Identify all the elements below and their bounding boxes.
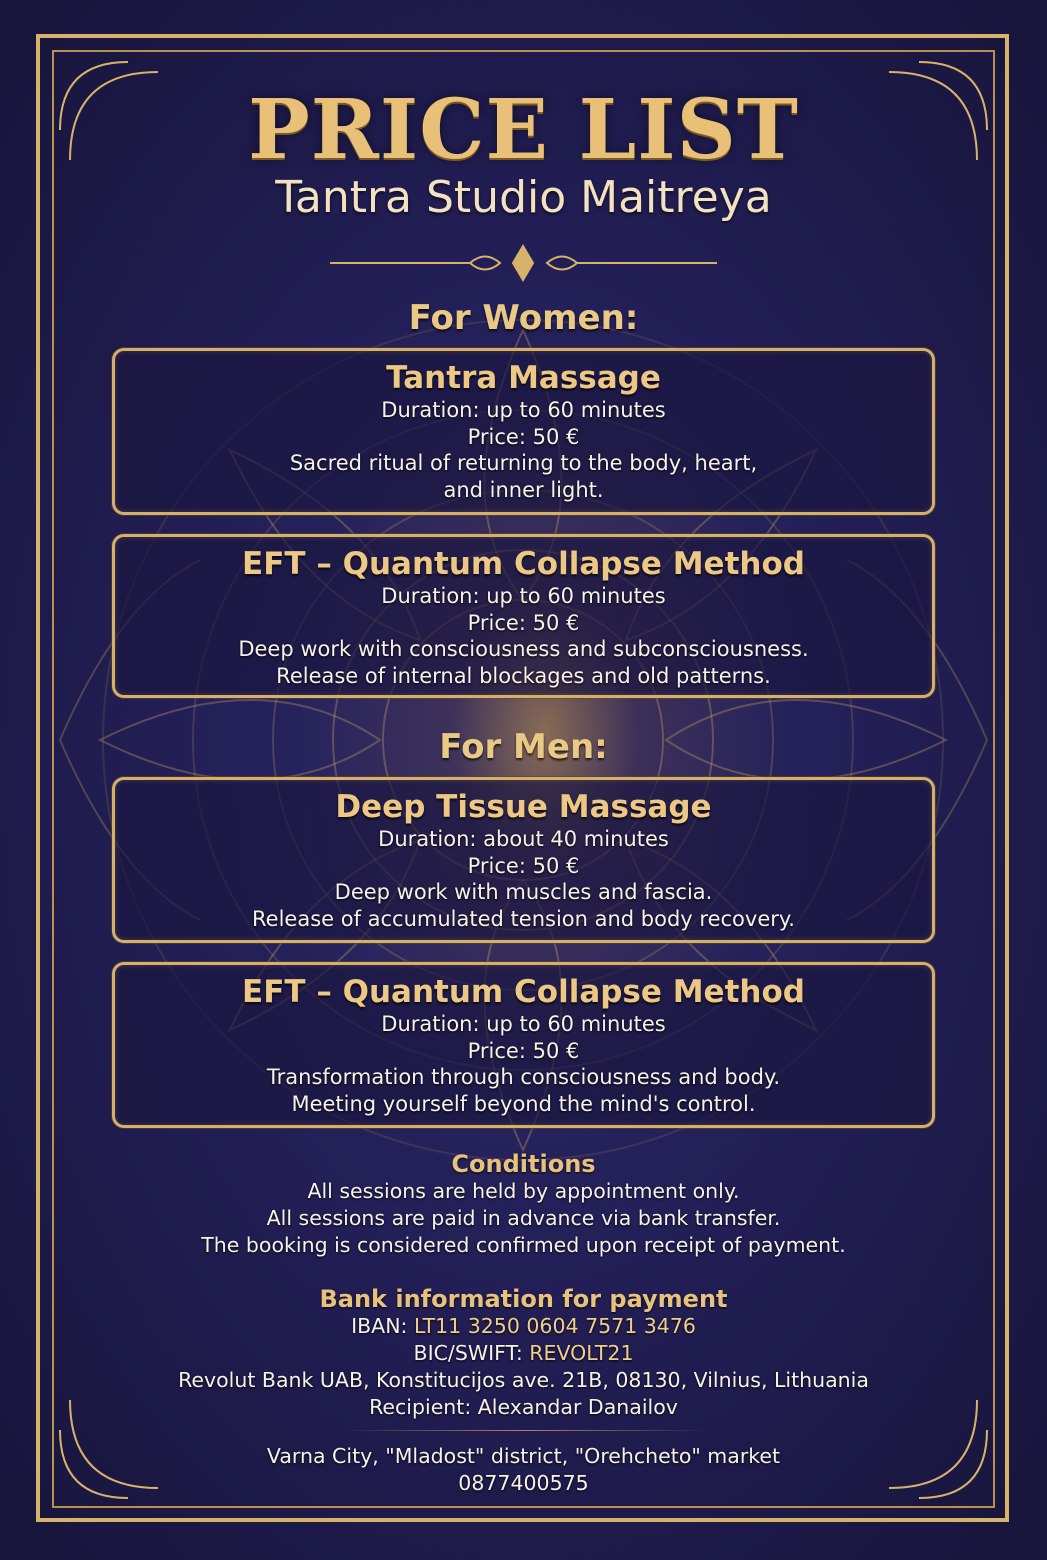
iban-label: IBAN:	[351, 1314, 414, 1338]
service-card	[112, 348, 935, 515]
contact-section	[0, 1443, 1047, 1497]
bank-heading: Bank information for payment	[319, 1285, 728, 1313]
bic-label: BIC/SWIFT:	[413, 1341, 530, 1365]
service-card	[112, 777, 935, 943]
service-card	[112, 534, 935, 698]
divider	[340, 1430, 710, 1431]
service-description: Sacred ritual of returning to the body, heart,	[289, 451, 758, 475]
condition-line: All sessions are paid in advance via bank transfer.	[266, 1206, 781, 1230]
service-price: Price: 50 €	[467, 424, 580, 449]
service-duration: Duration: up to 60 minutes	[381, 584, 666, 608]
page-title: PRICE LIST	[248, 82, 799, 178]
service-name: Tantra Massage	[386, 360, 661, 396]
phone-number: 0877400575	[458, 1471, 589, 1495]
bank-address: Revolut Bank UAB, Konstitucijos ave. 21B, 08130, Vilnius, Lithuania	[178, 1368, 869, 1392]
service-name: EFT – Quantum Collapse Method	[242, 546, 805, 582]
women-section-heading: For Women:	[408, 298, 639, 338]
service-description: and inner light.	[443, 477, 604, 502]
bank-info-section	[0, 1285, 1047, 1421]
studio-name: Tantra Studio Maitreya	[275, 172, 772, 223]
service-card	[112, 962, 935, 1128]
service-description: Release of internal blockages and old patterns.	[276, 663, 771, 688]
men-section-heading: For Men:	[439, 727, 608, 767]
conditions-heading: Conditions	[451, 1150, 596, 1178]
condition-line: The booking is considered confirmed upon receipt of payment.	[201, 1233, 846, 1257]
service-price: Price: 50 €	[467, 610, 580, 635]
conditions-section	[0, 1150, 1047, 1259]
service-name: EFT – Quantum Collapse Method	[242, 974, 805, 1010]
service-duration: Duration: up to 60 minutes	[381, 398, 666, 422]
recipient: Recipient: Alexandar Danailov	[369, 1395, 678, 1419]
service-price: Price: 50 €	[467, 853, 580, 878]
service-description: Transformation through consciousness and body.	[266, 1065, 781, 1089]
service-duration: Duration: up to 60 minutes	[381, 1012, 666, 1036]
condition-line: All sessions are held by appointment only.	[307, 1179, 740, 1203]
bic-value: REVOLT21	[529, 1341, 634, 1365]
bic-row	[0, 1340, 1047, 1367]
service-name: Deep Tissue Massage	[335, 789, 712, 825]
service-description: Deep work with muscles and fascia.	[334, 880, 713, 904]
service-price: Price: 50 €	[467, 1038, 580, 1063]
iban-row	[0, 1313, 1047, 1340]
service-duration: Duration: about 40 minutes	[378, 827, 669, 851]
service-description: Meeting yourself beyond the mind's control.	[291, 1091, 756, 1116]
service-description: Release of accumulated tension and body recovery.	[252, 906, 795, 931]
service-description: Deep work with consciousness and subconsciousness.	[238, 637, 809, 661]
location: Varna City, "Mladost" district, "Orehcheto" market	[266, 1444, 781, 1468]
iban-value: LT11 3250 0604 7571 3476	[413, 1314, 696, 1338]
